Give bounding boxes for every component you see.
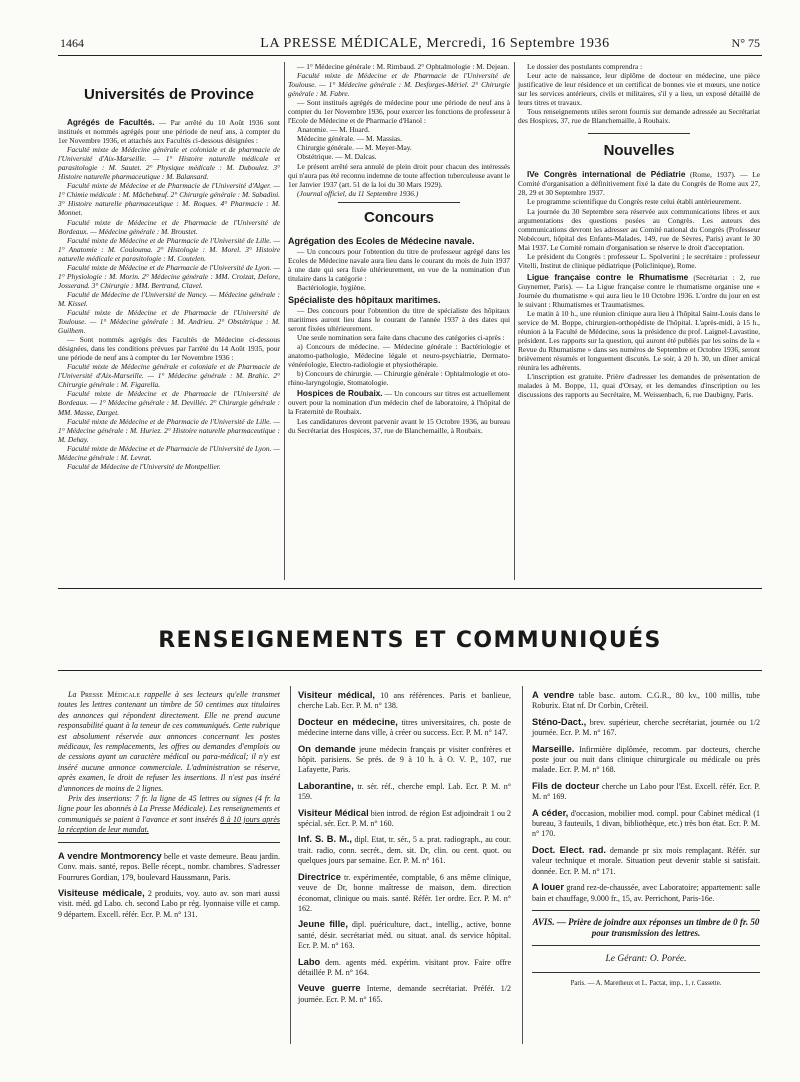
paragraph: Faculté mixte de Médecine et de Pharmacie de l'Université de Toulouse. — 1° Médecine générale : M. Desforges-Mériel. 2° Chirurgie générale : M. Fabre. — [288, 71, 510, 99]
paragraph: Faculté mixte de Médecine et de Pharmacie de l'Université de Toulouse. — 1° Médecine générale : M. Andrieu. 2° Obstétrique : M. Guilhem. — [58, 307, 280, 336]
list-item: Obstétrique. — M. Dalcas. — [297, 152, 377, 162]
classified-ad: Fils de docteur cherche un Labo pour l'Est. Excell. référ. Ecr. P. M. n° 169. — [532, 780, 760, 802]
classified-ad: Sténo-Dact., brev. supérieur, cherche secrétariat, journée ou 1/2 journée. Ecr. P. M. n° 167. — [532, 716, 760, 738]
classified-ad: Veuve guerre Interne, demande secrétariat. Préfér. 1/2 journée. Ecr. P. M. n° 165. — [298, 983, 511, 1004]
classified-ad: Laborantine, tr. sér. réf., cherche empl. Lab. Ecr. P. M. n° 159. — [298, 780, 511, 802]
column-concours — [288, 62, 510, 435]
paragraph: Le dossier des postulants comprendra : — [527, 62, 643, 71]
list-item: Anatomie. — M. Huard. — [297, 125, 370, 135]
paragraph: — Sont nommés agrégés des Facultés de Médecine ci-dessous désignées, dans les conditions prévues par l'arrêté du 14 Août 1935, pour une période de neuf ans à compter du 1er Novembre 1936 : — [58, 335, 280, 363]
classified-ad: Marseille. Infirmière diplômée, recomm. par docteurs, cherche poste jour ou nuit dans clinique chirurgicale ou médicale ou près malade. Ecr. P. M. n° 168. — [532, 743, 760, 775]
classified-ad: On demande jeune médecin français pr visiter confrères et hôpit. parisiens. Se prés. de 9 à 10 h. à O. V. P., 107, rue Lafayette, Paris. — [298, 743, 511, 775]
gerant-signature: Le Gérant: O. Porée. — [605, 953, 687, 964]
paragraph: L'inscription est gratuite. Prière d'adresser les demandes de présentation de malades à M. Boppe, 11, quai d'Orsay, et les demandes d'inscription ou les discussions des rapports au Secrétaire, M. Weissenbach, 6, rue Daubigny, Paris. — [518, 372, 760, 400]
paragraph: Le matin à 10 h., une réunion clinique aura lieu à l'hôpital Saint-Louis dans le service de M. Boppe, chirurgien-orthopédiste de l'hôpital. L'après-midi, à 15 h., réunion à la Faculté de Médecine, sous la présidence du prof. Laignel-Lavastine, président. Les rapports sur la question, qui auront été publiés par les soins de la « Revue du Rhumatisme » dans ses numéros de Septembre et Octobre 1936, seront brièvement résumés et longuement discutés. Le soir, à 20 h. 30, un dîner amical réunira les adhérents. — [518, 309, 760, 373]
paragraph: Faculté mixte de Médecine et de Pharmacie de l'Université de Lyon. — 1° Physiologie : M. Morin. 2° Médecine générale : MM. Croizat, Delore, Josserand. 3° Chirurgie : MM. Bertrand, Clavel. — [58, 262, 280, 290]
paragraph: — 1° Médecine générale : M. Rimbaud. 2° Ophtalmologie : M. Dejean. — [297, 62, 510, 71]
classified-ad: Visiteuse médicale, 2 produits, voy. auto av. son mari aussi visit. méd. gd Labo. ch. second Labo pr rég. lyonnaise ville et camp. 9 départem. Excell. référ. Ecr. P. M. n° 131. — [58, 887, 281, 919]
list-item: Médecine générale. — M. Massias. — [297, 134, 402, 144]
paragraph: Faculté mixte de Médecine générale et coloniale et de pharmacie de l'Université d'Aix-Marseille. — 1° Histoire naturelle médicale et parasitologie : M. Sautet. 2° Physique médicale : M. Duboulez. 3° Histoire naturelle pharmaceutique : M. Balansard. — [58, 145, 280, 182]
issue-number: N° 75 — [731, 36, 760, 50]
printer-imprint: Paris. — A. Maretheux et L. Pactat, imp., 1, r. Cassette. — [570, 980, 722, 988]
banner-rule-top — [58, 588, 762, 589]
classified-ad: Labo dem. agents méd. expérim. visitant prov. Faire offre détaillée P. M. n° 164. — [298, 956, 511, 977]
banner-rule-bottom — [58, 670, 762, 671]
ads-rule — [58, 842, 280, 843]
subheading-congres: IVe Congrès international de Pédiatrie — [527, 170, 686, 180]
column-divider — [290, 686, 291, 1044]
paragraph: Faculté mixte de Médecine et de Pharmacie de l'Université de Lyon. — Médecine générale : M. Levrat. — [58, 443, 280, 462]
paragraph: Hospices de Roubaix. — Un concours sur titres est actuellement ouvert pour la nomination d'un médecin chef de laboratoire, à l'hôpital de la Fraternité de Roubaix. — [288, 389, 510, 417]
subheading-roubaix: Hospices de Roubaix. — [297, 389, 383, 399]
paragraph: Le présent arrêté sera annulé de plein droit pour chacun des intéressés qui n'aura pas été reconnu indemne de toute affection tuberculeuse avant le 1er Janvier 1937 (art. 51 de la loi du 30 Mars 1929). — [288, 161, 510, 189]
header-rule — [58, 55, 762, 56]
paragraph: Faculté mixte de Médecine générale et coloniale et de Pharmacie de l'Université d'Aix-Marseille. — 1° Médecine générale : M. Brahic. 2° Chirurgie générale : M. Figarella. — [58, 362, 280, 390]
list-item: Bactériologie, hygiène. — [297, 282, 366, 292]
avis-rule-top — [532, 910, 760, 911]
list-item: Chirurgie générale. — M. Meyer-May. — [297, 143, 412, 153]
section-title-universites: Universités de Province — [83, 86, 255, 103]
column-nouvelles — [518, 62, 760, 400]
subheading-rhumatisme: Ligue française contre le Rhumatisme — [527, 272, 689, 282]
paragraph: Faculté de Médecine de l'Université de Montpellier. — [67, 461, 221, 471]
paragraph: Leur acte de naissance, leur diplôme de docteur en médecine, une pièce justificative de leur résidence et un certificat de bonnes vie et mœurs, une notice sur les services antérieurs, civils et militaires, s'il y a lieu, un exposé détaillé de leurs titres et travaux. — [518, 71, 760, 108]
avis-notice: AVIS. — Prière de joindre aux réponses un timbre de 0 fr. 50 pour transmission des lettres. — [532, 916, 760, 938]
section-rule — [588, 133, 690, 134]
column-divider — [522, 686, 523, 1044]
paragraph: Le programme scientifique du Congrès reste celui établi antérieurement. — [527, 197, 742, 207]
journal-name: LA PRESSE MÉDICALE, — [260, 36, 423, 51]
paragraph: Ligue française contre le Rhumatisme (Secrétariat : 2, rue Guynemer, Paris). — La Ligue française contre le rhumatisme organise une « Journée du rhumatisme » qui aura lieu le 10 Octobre 1936. L'ordre du jour en est le suivant : Rhumatismes et Traumatismes. — [518, 272, 761, 309]
imprint-rule — [532, 972, 760, 973]
paragraph: — Sont institués agrégés de médecine pour une période de neuf ans à compter du 1er Novembre 1936, pour exercer les fonctions de professeur à l'Ecole de Médecine et de Pharmacie d'Hanoï : — [288, 98, 510, 126]
section-title-nouvelles: Nouvelles — [603, 142, 675, 160]
classified-ad: Docteur en médecine, titres universitaires, ch. poste de médecine interne dans ville, à créer ou success. Ecr. P. M. n° 147. — [298, 716, 511, 738]
subheading-agregation-navale: Agrégation des Ecoles de Médecine navale. — [288, 235, 475, 246]
avis-rule-bottom — [532, 945, 760, 946]
paragraph: (Journal officiel, du 11 Septembre 1936.) — [297, 188, 419, 198]
page-header — [60, 36, 760, 54]
classified-ad: Jeune fille, dipl. puériculture, dact., intellig., active, bonne santé, désir. secrétariat méd. ou situat. anal. ds service hôpital. Ecr. P. M. n° 163. — [298, 919, 511, 951]
ads-column-2 — [298, 690, 511, 1010]
paragraph: Tous renseignements utiles seront fournis sur demande adressée au Secrétariat des Hospices, 37, rue de Blanchemaille, à Roubaix. — [518, 107, 760, 126]
classified-ad: A louer grand rez-de-chaussée, avec Laboratoire; appartement: salle bain et chauffage, 9.000 fr., 15, av. Perrichont, Paris-16e. — [532, 882, 760, 903]
paragraph: Faculté mixte de Médecine et de Pharmacie de l'Université de Bordeaux. — 1° Médecine générale : M. Devilléc. 2° Chirurgie générale : MM. Masse, Darget. — [58, 389, 280, 417]
subheading-agreges: Agrégés de Facultés. — [67, 118, 155, 127]
paragraph: Les candidatures devront parvenir avant le 15 Octobre 1936, au bureau du Secrétariat des Hospices, 37, rue de Blanchemaille, à Roubaix. — [288, 416, 510, 435]
paragraph: — Un concours pour l'obtention du titre de professeur agrégé dans les Ecoles de Médecine navale aura lieu dans le courant du mois de Juin 1937 à une date qui sera fixée ultérieurement, en vue de la nomination d'un titulaire dans la catégorie : — [288, 246, 510, 283]
column-divider — [514, 62, 515, 580]
paragraph: Faculté mixte de Médecine et de Pharmacie de l'Université de Lille. — 1° Médecine générale : M. Huriez. 2° Histoire naturelle pharmaceutique : M. Dehay. — [58, 416, 280, 444]
classified-ad: Doct. Elect. rad. demande pr six mois remplaçant. Référ. sur valeur technique et morale. Situation peut devenir stable si satisfait. donnée. Ecr. P. M. n° 171. — [532, 844, 760, 876]
banner-title: RENSEIGNEMENTS ET COMMUNIQUÉS — [158, 628, 662, 653]
notice-intro: La Presse Médicale rappelle à ses lecteurs qu'elle transmet toutes les lettres contenant un timbre de 50 centimes aux titulaires des annonces qui répondent directement. Elle ne prend aucune responsabilité quant à la teneur de ces communiqués. Cette rubrique est absolument réservée aux annonces concernant les postes médicaux, les remplacements, les offres ou demandes d'emplois ou de cessions ayant un caractère médical ou para-médical; il n'y est inséré aucune annonce commerciale. L'administration se réserve, après examen, le droit de refuser les insertions. Il n'est pas inséré d'annonces de moins de 2 lignes. — [58, 690, 280, 793]
paragraph: Faculté mixte de Médecine et de Pharmacie de l'Université d'Alger. — 1° Chimie médicale : M. Mâchebœuf. 2° Chirurgie générale : M. Sabadini. 3° Histoire naturelle pharmaceutique : M. Roques. 4° Pharmacie : M. Monnet. — [58, 181, 280, 218]
classified-ad: A céder, d'occasion, mobilier mod. compl. pour Cabinet médical (1 bureau, 3 fauteuils, 1 divan, bibliothèque, etc.) très bon état. Ecr. P. M. n° 170. — [532, 807, 760, 839]
paragraph: — Des concours pour l'obtention du titre de spécialiste des hôpitaux maritimes auront lieu dans le courant de l'année 1937 à des dates qui seront fixées ultérieurement. — [288, 305, 510, 334]
classified-ad: Inf. S. B. M., dipl. Etat, tr. sér., 5 a. prat. radiograph., au cour. trait. radio, conn. secrét., dem. sit. Dr, clin. ou cent. quot. ou quelques jours par semaine. Ecr. P. M. n° 161. — [298, 834, 511, 866]
classified-ad: Visiteur médical, 10 ans références. Paris et banlieue, cherche Lab. Ecr. P. M. n° 138. — [298, 690, 511, 711]
paragraph: Faculté mixte de Médecine et de Pharmacie de l'Université de Lille. — 1° Anatomie : M. Coulouma. 2° Histologie : M. Morel. 3° Histoire naturelle médicale et parasitologie : M. Coutelen. — [58, 235, 280, 263]
issue-date: Mercredi, 16 Septembre 1936 — [426, 36, 610, 51]
notice-prices: Prix des insertions: 7 fr. la ligne de 45 lettres ou signes (4 fr. la ligne pour les abonnés à La Presse Médicale). Les renseignements et communiqués se paient à l'avance et sont insérés 8 à 10 jours après la réception de leur mandat. — [58, 794, 280, 835]
subheading-specialiste: Spécialiste des hôpitaux maritimes. — [288, 294, 441, 305]
column-divider — [284, 62, 285, 580]
ads-column-1 — [58, 690, 280, 925]
classified-ad: A vendre table basc. autom. C.G.R., 80 kv., 100 millis, tube Roburix. Etat nf. Dr Corbin, Crêteil. — [532, 690, 760, 711]
classified-ad: A vendre Montmorency belle et vaste demeure. Beau jardin. Conv. mais. santé, repos. Belle récept., nombr. chambres. S'adresser Fourrures Gordian, 179, boulevard Haussmann, Paris. — [58, 850, 280, 882]
paragraph: a) Concours de médecine. — Médecine générale : Bactériologie et anatomo-pathologie, Médecine légale et neuro-psychiatrie, Dermato-vénéréologie, Electro-radiologie et physiothérapie. — [288, 342, 510, 370]
classified-ad: Directrice tr. expérimentée, comptable, 6 ans même clinique, veuve de Dr, bonne maîtresse de maison, dem. direction économat, clinique ou mais. santé. Référ. 1er ordre. Ecr. P. M. n° 162. — [298, 871, 511, 913]
journal-title-line — [220, 36, 650, 52]
ads-column-3 — [532, 690, 760, 990]
column-universites — [58, 88, 280, 471]
page-number: 1464 — [60, 36, 84, 50]
paragraph: Faculté mixte de Médecine et de Pharmacie de l'Université de Bordeaux. — Médecine générale : M. Broustet. — [58, 217, 280, 236]
section-rule — [338, 202, 460, 203]
paragraph: Agrégés de Facultés. — Par arrêté du 10 Août 1936 sont institués et nommés agrégés pour une période de neuf ans, à compter du 1er Novembre 1936, et attachés aux Facultés ci-dessous désignées : — [58, 118, 280, 146]
paragraph: Une seule nomination sera faite dans chacune des catégories ci-après : — [297, 333, 505, 343]
section-title-concours: Concours — [363, 208, 434, 226]
classified-ad: Visiteur Médical bien introd. de région Est adjoindrait 1 ou 2 spécial. sér. Ecr. P. M. n° 160. — [298, 807, 511, 829]
paragraph: Faculté de Médecine de l'Université de Nancy. — Médecine générale : M. Kissel. — [58, 289, 280, 308]
paragraph: b) Concours de chirurgie. — Chirurgie générale : Ophtalmologie et oto-rhino-laryngologie, Stomatologie. — [288, 369, 510, 388]
paragraph: Le président du Congrès : professeur L. Spolverini ; le secrétaire : professeur Vitelli, Institut de clinique pédiatrique (Policlinique), Rome. — [518, 251, 760, 270]
paragraph: La journée du 30 Septembre sera réservée aux communications libres et aux argumentations des questions posées au Congrès. Les auteurs des communications devront les adresser au Comité national du Congrès (Professeur Nobécourt, hôpital des Enfants-Malades, 149, rue de Sèvres, Paris) avant le 30 Mai 1937. Le Comité romain d'organisation se réserve le droit d'acceptation. — [518, 206, 760, 252]
paragraph: IVe Congrès international de Pédiatrie (Rome, 1937). — Le Comité d'organisation a définitivement fixé la date du Congrès de Rome aux 27, 28, 29 et 30 Septembre 1937. — [518, 170, 760, 198]
